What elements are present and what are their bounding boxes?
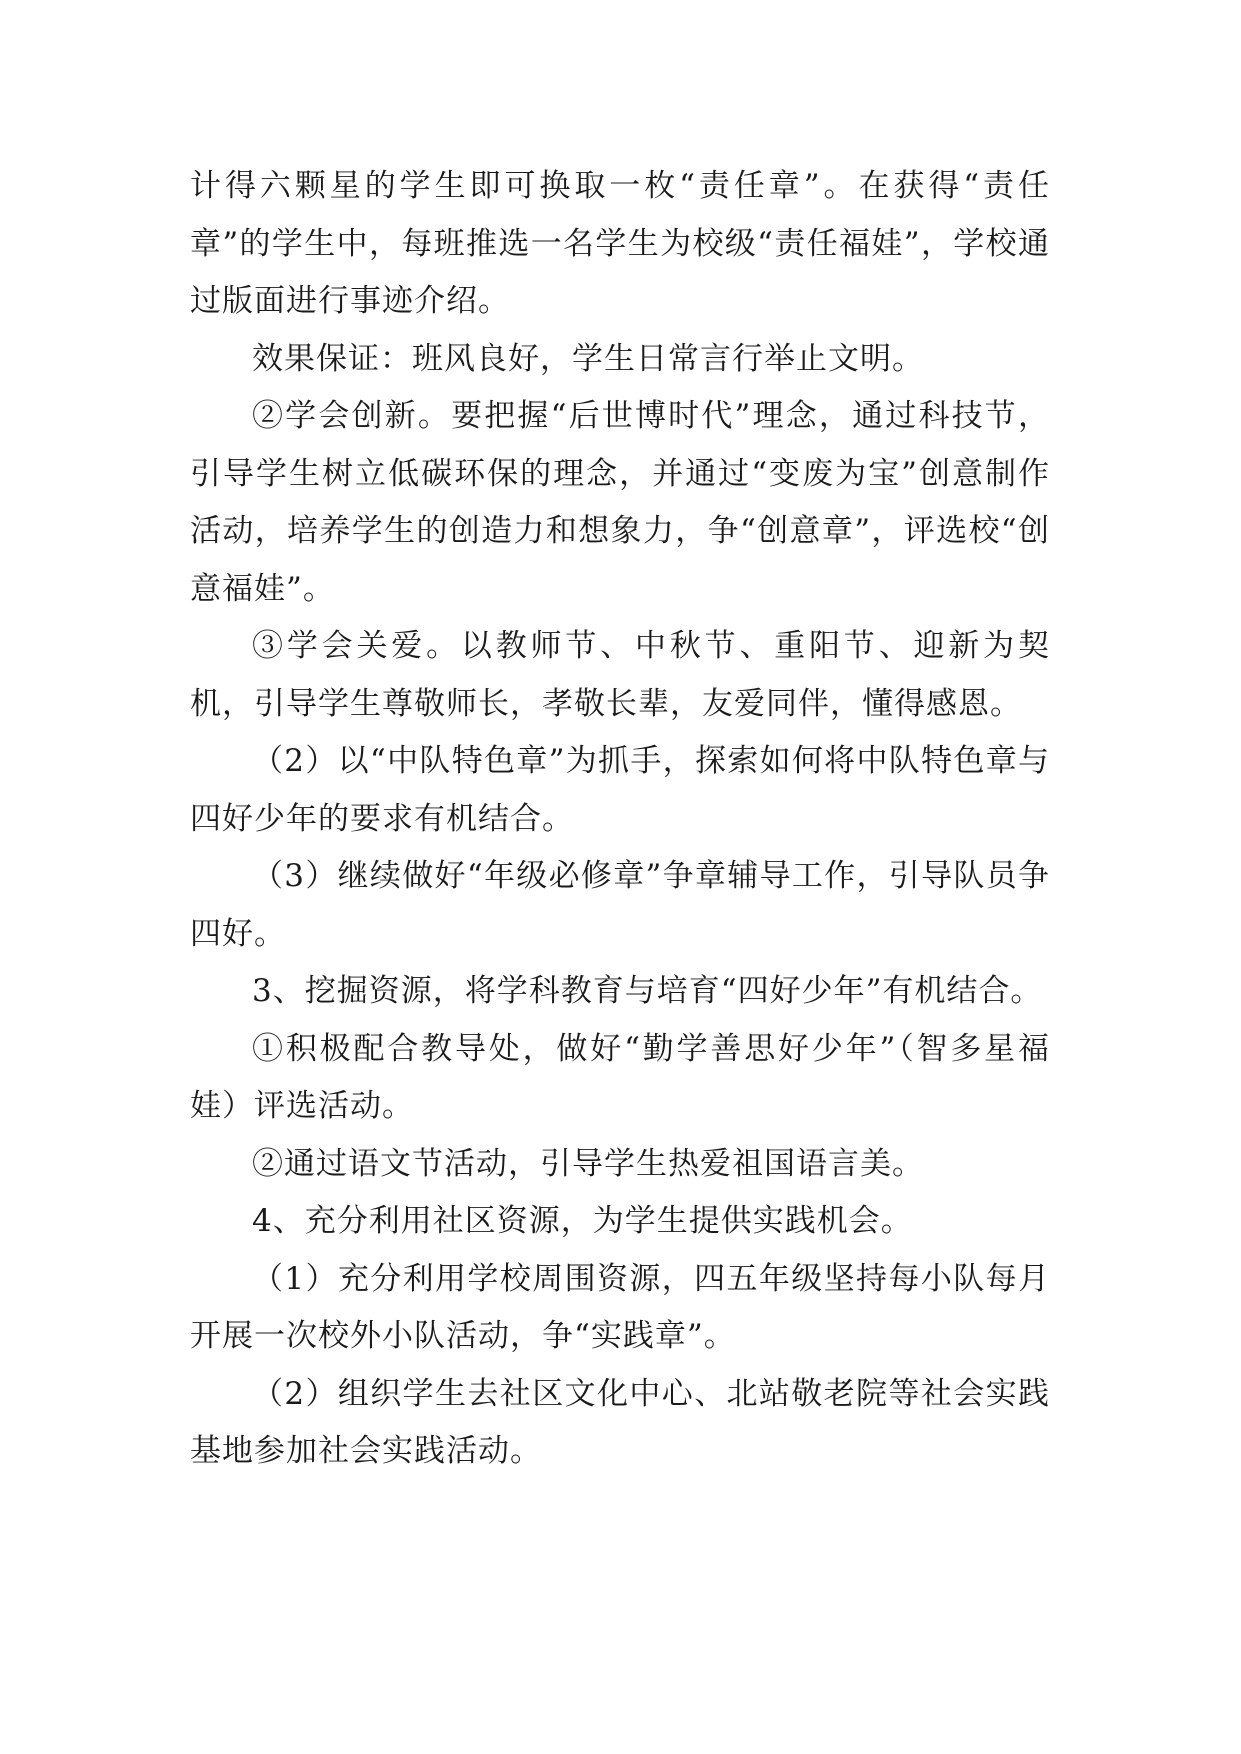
paragraph: ②通过语文节活动，引导学生热爱祖国语言美。 [252,1145,924,1182]
paragraph: 计得六颗星的学生即可换取一枚“责任章”。在获得“责任章”的学生中，每班推选一名学生为校级“责任福娃”，学校通过版面进行事迹介绍。 [190,168,1050,319]
paragraph: （2）组织学生去社区文化中心、北站敬老院等社会实践基地参加社会实践活动。 [190,1375,1050,1469]
document-page [190,158,1050,1481]
paragraph: （3）继续做好“年级必修章”争章辅导工作，引导队员争四好。 [190,858,1050,952]
paragraph: （1）充分利用学校周围资源，四五年级坚持每小队每月开展一次校外小队活动，争“实践章”。 [190,1260,1050,1354]
paragraph: 效果保证：班风良好，学生日常言行举止文明。 [252,340,924,377]
paragraph: （2）以“中队特色章”为抓手，探索如何将中队特色章与四好少年的要求有机结合。 [190,743,1050,837]
paragraph: ③学会关爱。以教师节、中秋节、重阳节、迎新为契机，引导学生尊敬师长，孝敬长辈，友爱同伴，懂得感恩。 [190,628,1050,722]
paragraph: ①积极配合教导处，做好“勤学善思好少年”（智多星福娃）评选活动。 [190,1030,1050,1124]
paragraph: 4、充分利用社区资源，为学生提供实践机会。 [252,1203,913,1239]
paragraph: ②学会创新。要把握“后世博时代”理念，通过科技节，引导学生树立低碳环保的理念，并通过“变废为宝”创意制作活动，培养学生的创造力和想象力，争“创意章”，评选校“创意福娃”。 [190,398,1050,607]
paragraph: 3、挖掘资源，将学科教育与培育“四好少年”有机结合。 [252,973,1043,1009]
